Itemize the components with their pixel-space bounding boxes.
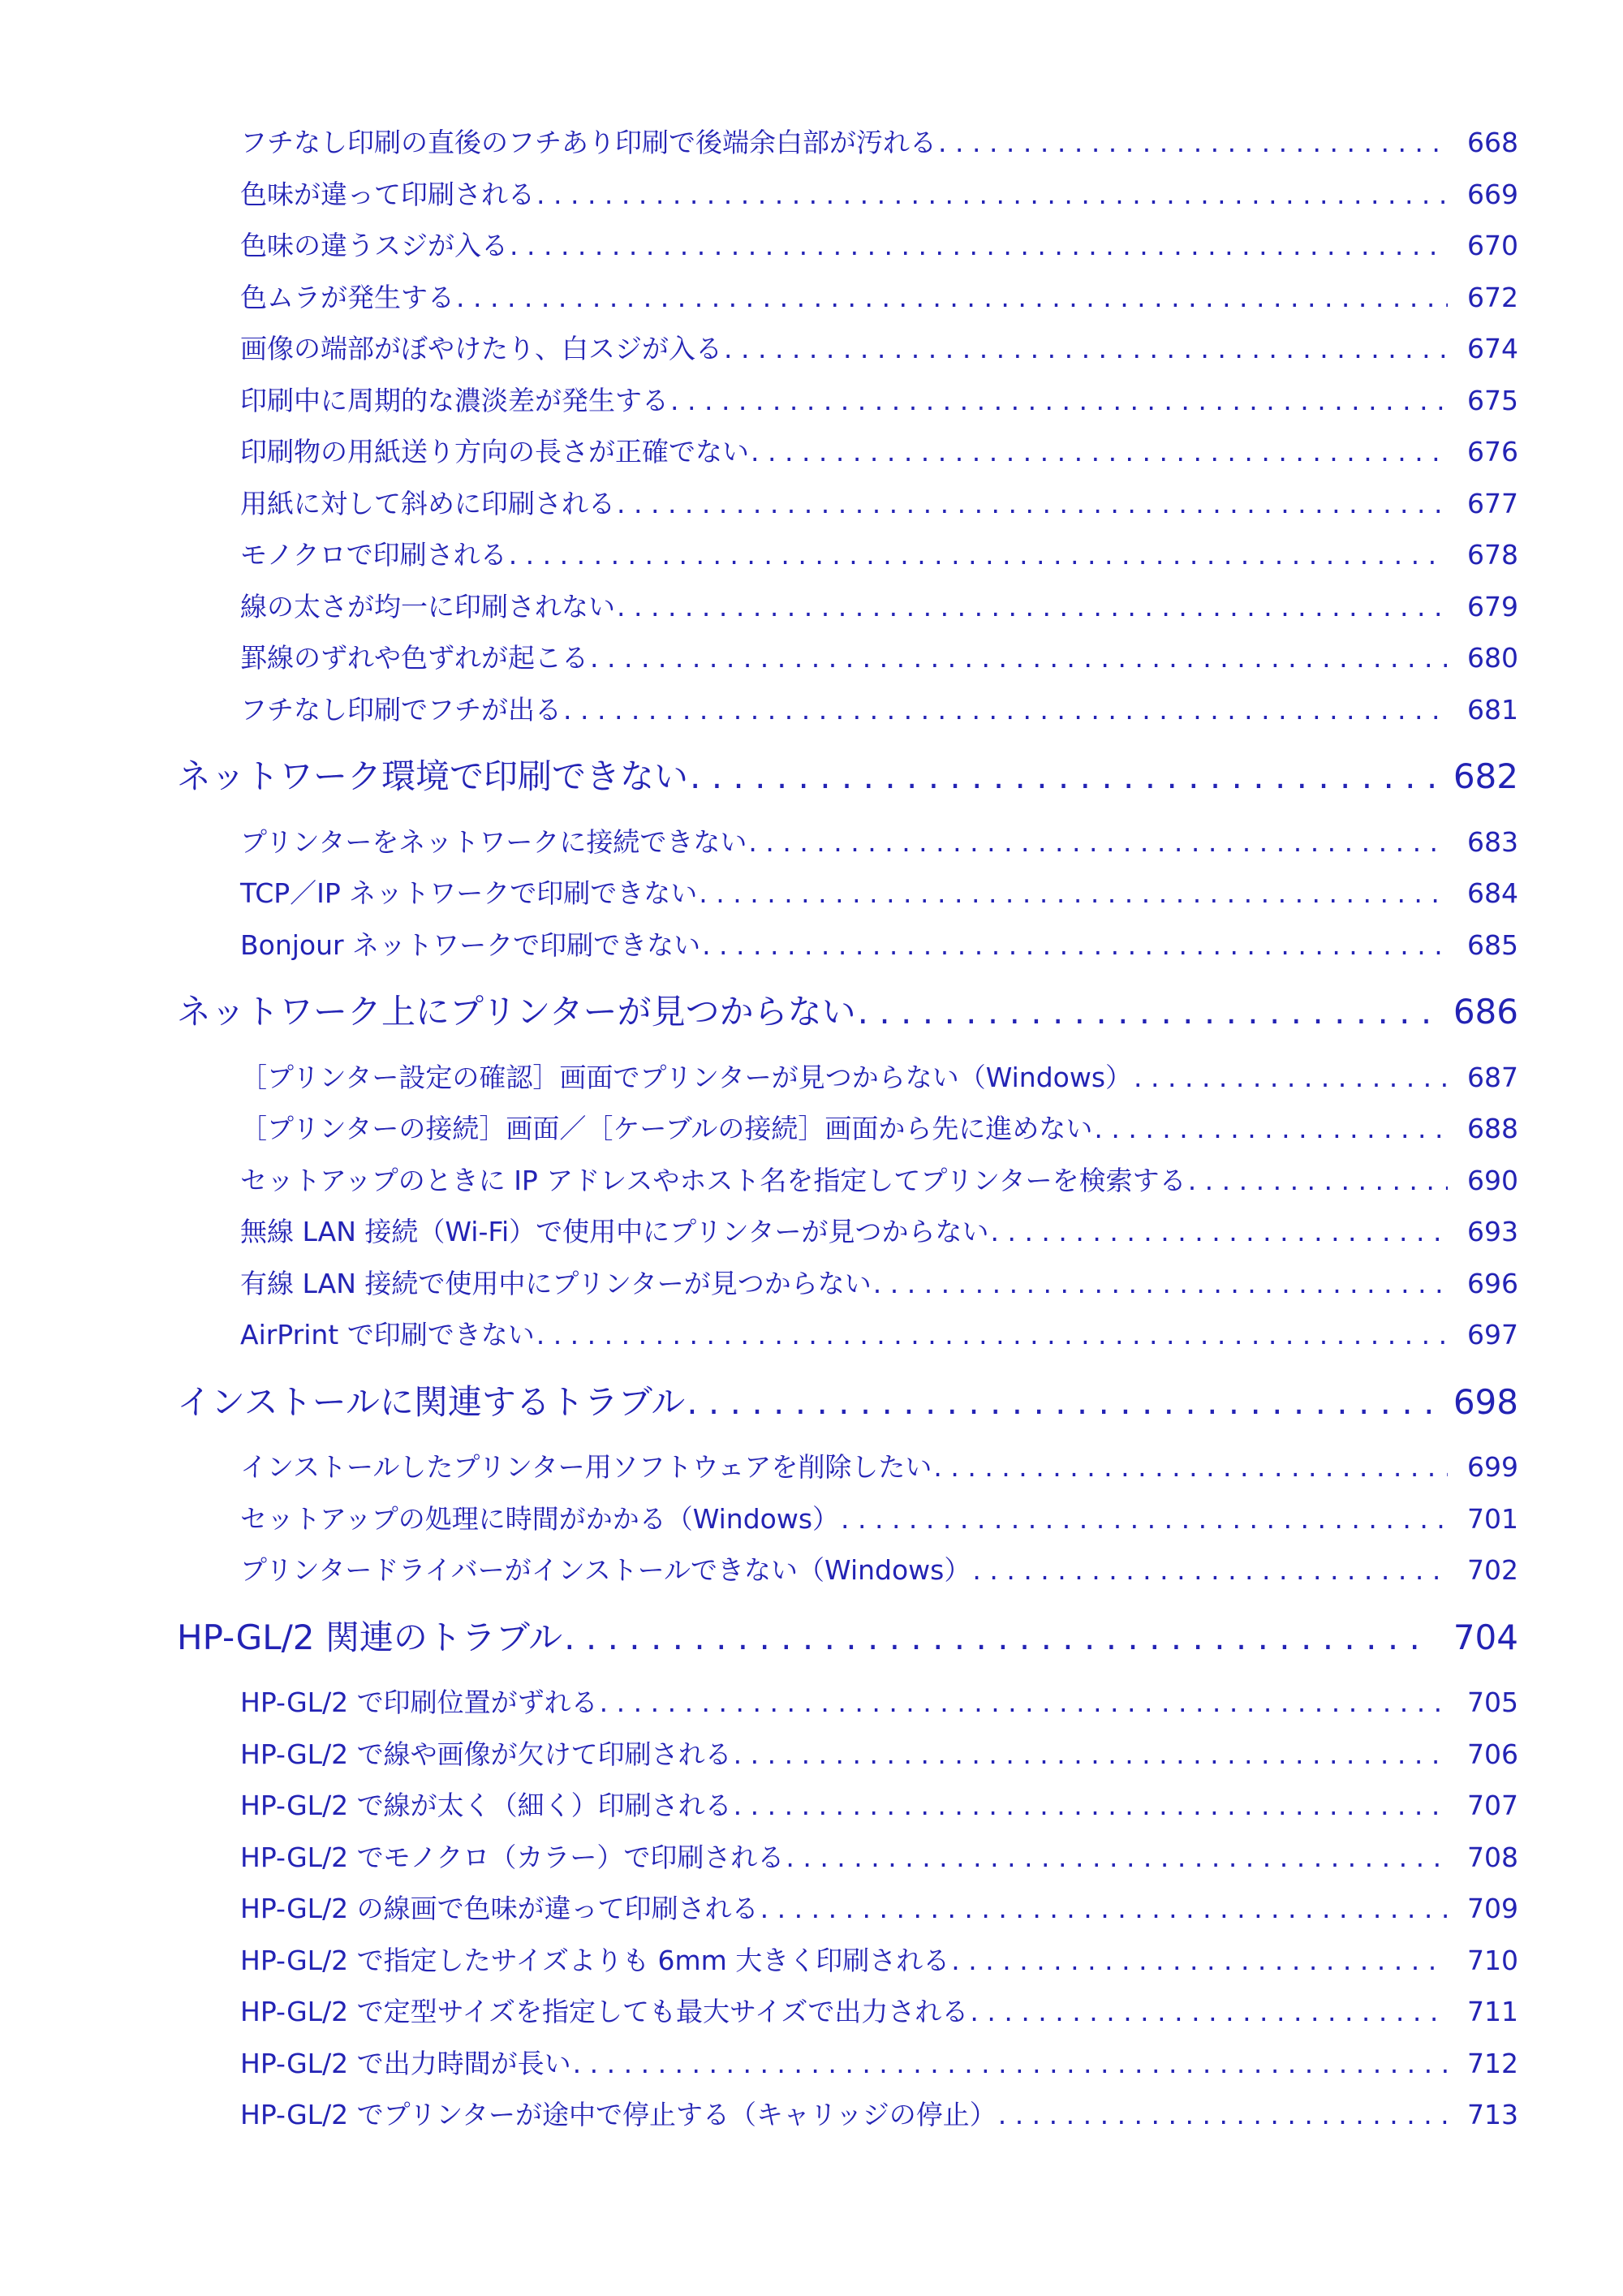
toc-entry-page-number: 676 — [1467, 436, 1518, 467]
toc-entry-page-number: 707 — [1467, 1790, 1518, 1821]
toc-entry-page-number: 679 — [1467, 590, 1518, 622]
toc-entry-page-number: 711 — [1467, 1996, 1518, 2027]
toc-entry-title: 印刷中に周期的な濃淡差が発生する — [240, 384, 669, 416]
toc-entry[interactable] — [240, 1057, 1518, 1096]
dot-leader — [617, 488, 1448, 519]
toc-entry-title: HP-GL/2 でモノクロ（カラー）で印刷される — [240, 1841, 785, 1873]
toc-section-entry[interactable] — [177, 985, 1518, 1034]
toc-entry-title: ネットワーク環境で印刷できない — [177, 756, 689, 796]
toc-entry-page-number: 680 — [1467, 642, 1518, 674]
dot-leader — [858, 992, 1434, 1032]
toc-entry-page-number: 709 — [1467, 1893, 1518, 1924]
toc-entry-title: インストールに関連するトラブル — [177, 1381, 686, 1422]
toc-entry-title: 罫線のずれや色ずれが起こる — [240, 642, 588, 674]
toc-entry-title: 線の太さが均一に印刷されない — [240, 590, 615, 622]
toc-entry[interactable] — [240, 637, 1518, 676]
toc-entry-title: モノクロで印刷される — [240, 539, 507, 571]
toc-section-entry[interactable] — [177, 1376, 1518, 1424]
toc-entry-page-number: 693 — [1467, 1216, 1518, 1247]
toc-entry-title: ［プリンターの接続］画面／［ケーブルの接続］画面から先に進めない — [240, 1113, 1093, 1144]
toc-entry-title: HP-GL/2 で印刷位置がずれる — [240, 1686, 598, 1718]
toc-entry[interactable] — [240, 2043, 1518, 2082]
toc-entry-title: インストールしたプリンター用ソフトウェアを削除したい — [240, 1451, 932, 1483]
toc-entry[interactable] — [240, 1211, 1518, 1250]
dot-leader — [841, 1503, 1448, 1535]
toc-entry-page-number: 683 — [1467, 825, 1518, 858]
dot-leader — [1134, 1062, 1448, 1093]
toc-entry-title: セットアップのときに IP アドレスやホスト名を指定してプリンターを検索する — [240, 1164, 1186, 1196]
dot-leader — [873, 1268, 1448, 1299]
toc-entry-title: フチなし印刷の直後のフチあり印刷で後端余白部が汚れる — [240, 127, 936, 158]
toc-entry-title: TCP／IP ネットワークで印刷できない — [240, 877, 698, 909]
toc-entry-page-number: 708 — [1467, 1841, 1518, 1873]
toc-entry-title: 色ムラが発生する — [240, 281, 454, 313]
toc-entry[interactable] — [240, 225, 1518, 264]
toc-entry[interactable] — [240, 821, 1518, 860]
toc-entry-page-number: 670 — [1467, 230, 1518, 261]
toc-entry-page-number: 672 — [1467, 281, 1518, 313]
toc-entry[interactable] — [240, 1991, 1518, 2030]
dot-leader — [617, 591, 1448, 622]
dot-leader — [687, 1382, 1434, 1422]
toc-entry-title: AirPrint で印刷できない — [240, 1319, 535, 1350]
toc-section-entry[interactable] — [177, 1611, 1518, 1660]
toc-entry-title: Bonjour ネットワークで印刷できない — [240, 928, 701, 961]
toc-entry-page-number: 677 — [1467, 487, 1518, 519]
toc-entry-title: 無線 LAN 接続（Wi-Fi）で使用中にプリンターが見つからない — [240, 1216, 989, 1247]
toc-entry-title: HP-GL/2 で線が太く（細く）印刷される — [240, 1790, 732, 1821]
toc-entry[interactable] — [240, 1785, 1518, 1824]
toc-entry-page-number: 710 — [1467, 1944, 1518, 1976]
toc-entry-page-number: 712 — [1467, 2047, 1518, 2079]
toc-entry-page-number: 705 — [1467, 1686, 1518, 1718]
toc-entry[interactable] — [240, 122, 1518, 161]
toc-entry-title: 色味の違うスジが入る — [240, 230, 508, 261]
toc-entry[interactable] — [240, 1160, 1518, 1199]
toc-entry-page-number: 686 — [1453, 992, 1518, 1032]
toc-entry-page-number: 682 — [1453, 756, 1518, 796]
toc-entry-page-number: 704 — [1453, 1617, 1518, 1657]
toc-entry-title: HP-GL/2 で指定したサイズよりも 6mm 大きく印刷される — [240, 1944, 950, 1976]
toc-entry[interactable] — [240, 1498, 1518, 1537]
toc-entry-title: HP-GL/2 で定型サイズを指定しても最大サイズで出力される — [240, 1996, 969, 2027]
dot-leader — [990, 1216, 1448, 1247]
toc-entry-page-number: 697 — [1467, 1319, 1518, 1350]
dot-leader — [734, 1790, 1448, 1821]
dot-leader — [509, 539, 1448, 571]
toc-entry[interactable] — [240, 483, 1518, 522]
toc-entry-title: 有線 LAN 接続で使用中にプリンターが見つからない — [240, 1267, 872, 1299]
toc-entry-page-number: 669 — [1467, 178, 1518, 210]
toc-entry-page-number: 698 — [1453, 1381, 1518, 1422]
dot-leader — [510, 230, 1448, 261]
dot-leader — [590, 642, 1448, 674]
toc-section-entry[interactable] — [177, 750, 1518, 799]
toc-entry-page-number: 674 — [1467, 333, 1518, 364]
toc-entry[interactable] — [240, 1446, 1518, 1485]
toc-entry-title: HP-GL/2 で出力時間が長い — [240, 2047, 571, 2079]
toc-entry[interactable] — [240, 174, 1518, 213]
toc-entry-title: 用紙に対して斜めに印刷される — [240, 487, 615, 519]
toc-entry[interactable] — [240, 1314, 1518, 1353]
toc-entry-title: セットアップの処理に時間がかかる（Windows） — [240, 1502, 840, 1535]
toc-entry-page-number: 684 — [1467, 877, 1518, 909]
toc-entry-title: HP-GL/2 で線や画像が欠けて印刷される — [240, 1738, 732, 1770]
dot-leader — [1188, 1165, 1448, 1196]
toc-entry-page-number: 681 — [1467, 693, 1518, 726]
toc-entry-page-number: 685 — [1467, 928, 1518, 961]
toc-entry-page-number: 687 — [1467, 1061, 1518, 1093]
toc-entry[interactable] — [240, 380, 1518, 419]
dot-leader — [760, 1893, 1448, 1924]
toc-entry[interactable] — [240, 586, 1518, 625]
toc-entry-title: ［プリンター設定の確認］画面でプリンターが見つからない（Windows） — [240, 1061, 1133, 1093]
toc-entry-page-number: 668 — [1467, 127, 1518, 158]
toc-entry-title: 画像の端部がぼやけたり、白スジが入る — [240, 333, 722, 364]
dot-leader — [600, 1686, 1448, 1718]
dot-leader — [951, 1945, 1448, 1976]
toc-entry-page-number: 696 — [1467, 1267, 1518, 1299]
toc-entry[interactable] — [240, 1682, 1518, 1721]
dot-leader — [748, 826, 1448, 858]
dot-leader — [972, 1554, 1448, 1586]
dot-leader — [938, 127, 1448, 158]
toc-entry-title: 印刷物の用紙送り方向の長さが正確でない — [240, 436, 749, 467]
dot-leader — [670, 385, 1448, 416]
toc-entry-page-number: 699 — [1467, 1451, 1518, 1483]
toc-entry-page-number: 688 — [1467, 1113, 1518, 1144]
toc-entry-page-number: 706 — [1467, 1738, 1518, 1770]
toc-entry[interactable] — [240, 1734, 1518, 1773]
dot-leader — [563, 694, 1448, 726]
toc-entry[interactable] — [240, 2094, 1518, 2133]
toc-entry-title: HP-GL/2 関連のトラブル — [177, 1617, 563, 1657]
toc-entry[interactable] — [240, 328, 1518, 367]
toc-entry-title: HP-GL/2 の線画で色味が違って印刷される — [240, 1893, 759, 1924]
toc-entry[interactable] — [240, 431, 1518, 470]
toc-entry-title: 色味が違って印刷される — [240, 178, 535, 210]
toc-entry-page-number: 701 — [1467, 1502, 1518, 1535]
dot-leader — [690, 756, 1434, 796]
dot-leader — [702, 929, 1448, 961]
toc-entry-title: フチなし印刷でフチが出る — [240, 693, 562, 726]
dot-leader — [751, 436, 1448, 467]
dot-leader — [564, 1618, 1434, 1657]
dot-leader — [786, 1842, 1448, 1873]
toc-entry[interactable] — [240, 1888, 1518, 1927]
toc-entry[interactable] — [240, 872, 1518, 911]
dot-leader — [998, 2099, 1448, 2130]
toc-entry-title: ネットワーク上にプリンターが見つからない — [177, 992, 856, 1032]
dot-leader — [699, 877, 1448, 909]
toc-entry[interactable] — [240, 1837, 1518, 1876]
toc-entry-title: HP-GL/2 でプリンターが途中で停止する（キャリッジの停止） — [240, 2099, 997, 2130]
dot-leader — [573, 2048, 1448, 2079]
toc-entry-page-number: 702 — [1467, 1554, 1518, 1586]
toc-entry-title: プリンターをネットワークに接続できない — [240, 825, 747, 858]
toc-entry[interactable] — [240, 924, 1518, 963]
toc-entry-page-number: 678 — [1467, 539, 1518, 571]
toc-entry-title: プリンタードライバーがインストールできない（Windows） — [240, 1554, 971, 1586]
toc-entry[interactable] — [240, 1940, 1518, 1979]
dot-leader — [970, 1996, 1448, 2027]
dot-leader — [536, 1319, 1448, 1350]
dot-leader — [536, 179, 1448, 210]
toc-entry[interactable] — [240, 1108, 1518, 1147]
toc-entry[interactable] — [240, 1263, 1518, 1302]
toc-entry-page-number: 675 — [1467, 384, 1518, 416]
dot-leader — [724, 333, 1448, 364]
dot-leader — [456, 282, 1448, 313]
dot-leader — [734, 1738, 1448, 1770]
toc-entry-page-number: 713 — [1467, 2099, 1518, 2130]
dot-leader — [933, 1451, 1448, 1483]
toc-entry[interactable] — [240, 689, 1518, 728]
toc-entry[interactable] — [240, 1549, 1518, 1588]
toc-entry-page-number: 690 — [1467, 1164, 1518, 1196]
toc-entry[interactable] — [240, 277, 1518, 316]
dot-leader — [1094, 1113, 1448, 1144]
toc-entry[interactable] — [240, 534, 1518, 573]
